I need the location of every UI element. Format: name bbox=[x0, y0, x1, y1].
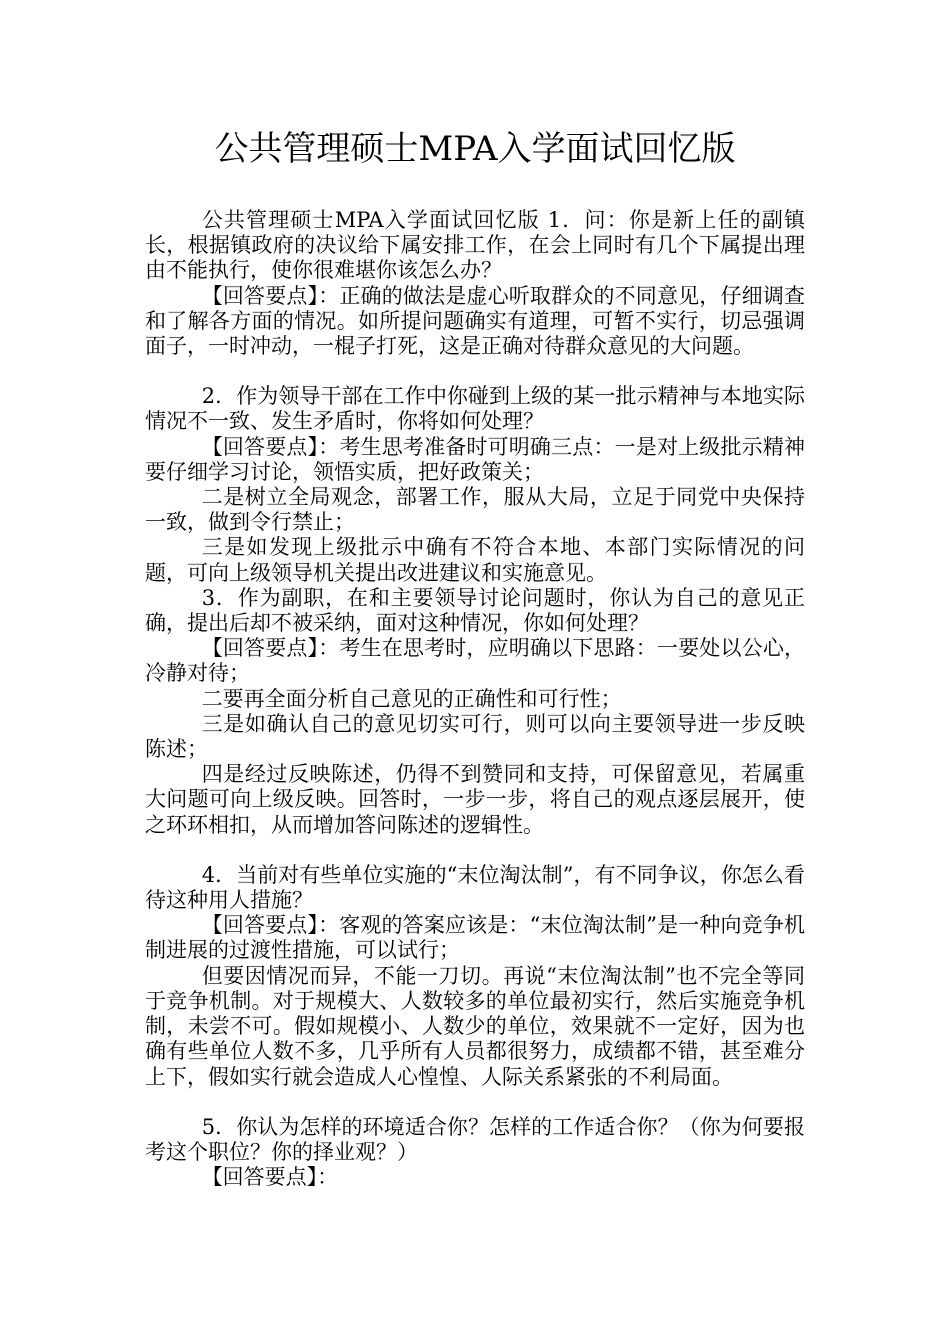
paragraph: 四是经过反映陈述，仍得不到赞同和支持，可保留意见，若属重大问题可向上级反映。回答时，一步一步，将自己的观点逐层展开，使之环环相扣，从而增加答问陈述的逻辑性。 bbox=[145, 762, 805, 837]
document-page bbox=[145, 122, 805, 1190]
paragraph: 【回答要点】： bbox=[201, 1165, 339, 1190]
paragraph: 【回答要点】：客观的答案应该是：“末位淘汰制”是一种向竞争机制进展的过渡性措施，可以试行； bbox=[145, 913, 805, 963]
paragraph-spacer bbox=[145, 838, 805, 863]
paragraph: 公共管理硕士MPA入学面试回忆版 1．问：你是新上任的副镇长，根据镇政府的决议给下属安排工作，在会上同时有几个下属提出理由不能执行，使你很难堪你该怎么办？ bbox=[145, 208, 805, 283]
paragraph: 【回答要点】：考生思考准备时可明确三点：一是对上级批示精神要仔细学习讨论，领悟实质，把好政策关； bbox=[145, 434, 805, 484]
paragraph: 三是如确认自己的意见切实可行，则可以向主要领导进一步反映陈述； bbox=[145, 711, 805, 762]
paragraph: 二是树立全局观念，部署工作，服从大局，立足于同党中央保持一致，做到令行禁止； bbox=[145, 485, 805, 535]
paragraph: 二要再全面分析自己意见的正确性和可行性； bbox=[201, 686, 622, 711]
paragraph: 【回答要点】：考生在思考时，应明确以下思路：一要处以公心，冷静对待； bbox=[145, 636, 805, 686]
document-title: 公共管理硕士MPA入学面试回忆版 bbox=[214, 129, 736, 169]
paragraph: 3．作为副职，在和主要领导讨论问题时，你认为自己的意见正确，提出后却不被采纳，面对这种情况，你如何处理？ bbox=[145, 585, 805, 636]
paragraph-spacer bbox=[145, 359, 805, 384]
paragraph: 2．作为领导干部在工作中你碰到上级的某一批示精神与本地实际情况不一致、发生矛盾时，你将如何处理？ bbox=[145, 384, 805, 434]
paragraph: 但要因情况而异，不能一刀切。再说“末位淘汰制”也不完全等同于竞争机制。对于规模大、人数较多的单位最初实行，然后实施竞争机制，未尝不可。假如规模小、人数少的单位，效果就不一定好，因为也确有些单位人数不多，几乎所有人员都很努力，成绩都不错，甚至难分上下，假如实行就会造成人心惶惶、人际关系紧张的不利局面。 bbox=[145, 963, 805, 1089]
paragraph: 【回答要点】：正确的做法是虚心听取群众的不同意见，仔细调查和了解各方面的情况。如所提问题确实有道理，可暂不实行，切忌强调面子，一时冲动，一棍子打死，这是正确对待群众意见的大问题。 bbox=[145, 283, 805, 359]
paragraph: 5．你认为怎样的环境适合你？怎样的工作适合你？（你为何要报考这个职位？你的择业观？） bbox=[145, 1114, 805, 1164]
document-body bbox=[145, 208, 805, 1190]
paragraph: 4．当前对有些单位实施的“末位淘汰制”，有不同争议，你怎么看待这种用人措施？ bbox=[145, 862, 805, 913]
paragraph-spacer bbox=[145, 1090, 805, 1115]
paragraph: 三是如发现上级批示中确有不符合本地、本部门实际情况的问题，可向上级领导机关提出改进建议和实施意见。 bbox=[145, 535, 805, 585]
